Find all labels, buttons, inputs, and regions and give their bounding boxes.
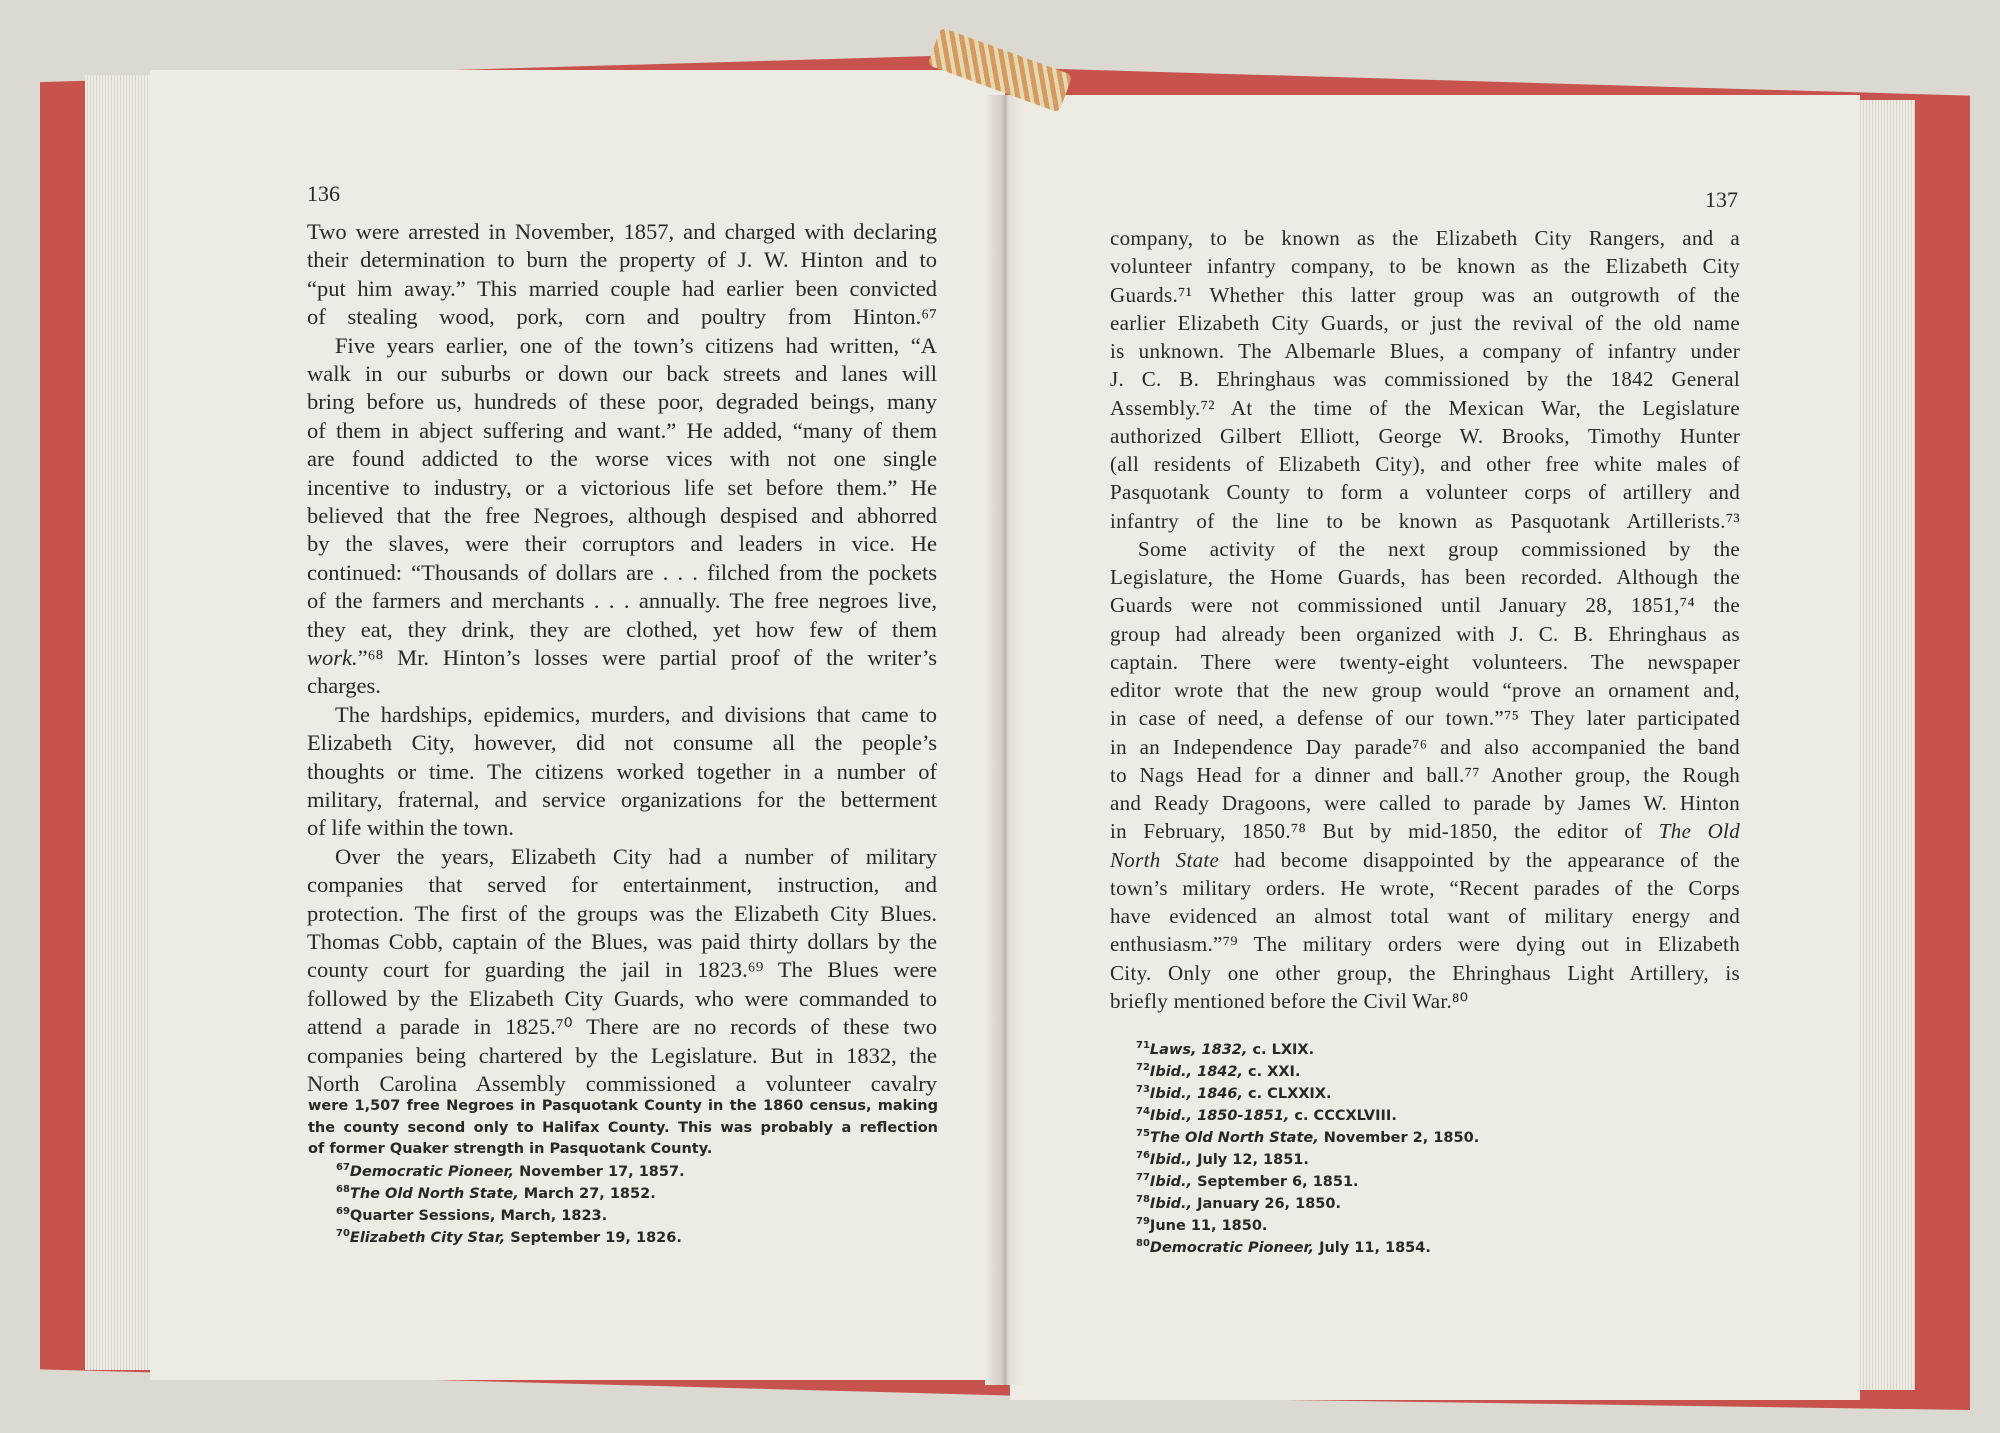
footnote-detail: September 19, 1826. bbox=[505, 1229, 682, 1246]
text-line: the county second only to Halifax County. This was probably a reflection bbox=[308, 1119, 938, 1136]
text-line: to Nags Head for a dinner and ball.⁷⁷ Another group, the Rough bbox=[1110, 762, 1740, 787]
footnote-source: Ibid., bbox=[1149, 1195, 1193, 1212]
footnote-number: 77 bbox=[1136, 1172, 1150, 1183]
text-line: are found addicted to the worse vices with not one single bbox=[307, 446, 937, 472]
text-line: attend a parade in 1825.⁷⁰ There are no records of these two bbox=[307, 1014, 937, 1040]
text-line: of them in abject suffering and want.” He added, “many of them bbox=[307, 417, 937, 443]
footnote-detail: July 12, 1851. bbox=[1192, 1151, 1309, 1168]
text-line: thoughts or time. The citizens worked together in a number of bbox=[307, 758, 937, 784]
text-line: walk in our suburbs or down our back streets and lanes will bbox=[307, 361, 937, 386]
text-line: Pasquotank County to form a volunteer corps of artillery and bbox=[1110, 480, 1740, 505]
text-line: of life within the town. bbox=[307, 815, 514, 841]
footnote bbox=[1136, 1234, 1431, 1258]
text-line: “put him away.” This married couple had earlier been convicted bbox=[307, 275, 937, 301]
footnote-detail: Quarter Sessions, March, 1823. bbox=[349, 1207, 608, 1224]
text-line: is unknown. The Albemarle Blues, a company of infantry under bbox=[1110, 339, 1740, 363]
text-line bbox=[1110, 846, 1740, 874]
text-line: by the slaves, were their corruptors and leaders in vice. He bbox=[307, 531, 937, 557]
text-line: infantry of the line to be known as Pasquotank Artillerists.⁷³ bbox=[1110, 508, 1740, 533]
text-line: town’s military orders. He wrote, “Recent parades of the Corps bbox=[1110, 875, 1740, 900]
text-line: they eat, they drink, they are clothed, yet how few of them bbox=[307, 616, 937, 642]
footnote-source: Ibid., 1842, bbox=[1149, 1063, 1243, 1080]
footnote-source: Democratic Pioneer, bbox=[1149, 1239, 1315, 1256]
footnote-number: 72 bbox=[1136, 1062, 1150, 1073]
text-line: of the farmers and merchants . . . annually. The free negroes live, bbox=[307, 588, 937, 614]
footnote-number: 67 bbox=[336, 1162, 350, 1173]
right-page-edges bbox=[1855, 100, 1915, 1390]
footnote-source: Elizabeth City Star, bbox=[349, 1229, 506, 1246]
footnote-source: Democratic Pioneer, bbox=[349, 1163, 515, 1180]
footnote-detail: June 11, 1850. bbox=[1149, 1217, 1268, 1234]
footnote bbox=[336, 1180, 656, 1204]
footnote-number: 71 bbox=[1136, 1040, 1150, 1051]
italic-run: North State bbox=[1110, 847, 1220, 872]
text-line: military, fraternal, and service organizations for the betterment bbox=[307, 787, 937, 812]
text-line: Some activity of the next group commissioned by the bbox=[1138, 536, 1740, 561]
text-line: continued: “Thousands of dollars are . . . filched from the pockets bbox=[307, 559, 937, 585]
text-line: of stealing wood, pork, corn and poultry from Hinton.⁶⁷ bbox=[307, 304, 937, 330]
text-line: charges. bbox=[307, 673, 381, 699]
text-line: in case of need, a defense of our town.”⁷⁵ They later participated bbox=[1110, 706, 1740, 731]
text-line: of former Quaker strength in Pasquotank County. bbox=[308, 1141, 713, 1157]
page-number-right: 137 bbox=[1705, 187, 1738, 212]
text-line: incentive to industry, or a victorious life set before them.” He bbox=[307, 474, 937, 500]
footnote-number: 69 bbox=[336, 1206, 350, 1217]
italic-run: work. bbox=[307, 645, 358, 670]
footnote-detail: c. LXIX. bbox=[1247, 1041, 1315, 1058]
text-line: (all residents of Elizabeth City), and other free white males of bbox=[1110, 452, 1740, 476]
footnote-detail: January 26, 1850. bbox=[1192, 1195, 1341, 1212]
text-line: authorized Gilbert Elliott, George W. Brooks, Timothy Hunter bbox=[1110, 423, 1740, 448]
text-line: protection. The first of the groups was the Elizabeth City Blues. bbox=[307, 900, 937, 926]
text-line: Over the years, Elizabeth City had a number of military bbox=[335, 843, 937, 869]
footnote-detail: c. CCCXLVIII. bbox=[1289, 1107, 1397, 1124]
footnote-detail: c. XXI. bbox=[1242, 1063, 1301, 1080]
left-page-edges bbox=[85, 75, 155, 1370]
text-line: county court for guarding the jail in 1823.⁶⁹ The Blues were bbox=[307, 957, 937, 983]
footnote bbox=[1136, 1168, 1359, 1192]
footnote bbox=[1136, 1124, 1479, 1148]
text-line: bring before us, hundreds of these poor, degraded beings, many bbox=[307, 389, 937, 415]
text-line: in an Independence Day parade⁷⁶ and also accompanied the band bbox=[1110, 734, 1740, 759]
footnote-number: 79 bbox=[1136, 1216, 1150, 1227]
text-line: briefly mentioned before the Civil War.⁸⁰ bbox=[1110, 988, 1469, 1013]
text-line: J. C. B. Ehringhaus was commissioned by the 1842 General bbox=[1110, 367, 1740, 392]
footnote-detail: July 11, 1854. bbox=[1314, 1239, 1431, 1256]
footnote-number: 76 bbox=[1136, 1150, 1150, 1161]
page-number-left: 136 bbox=[307, 181, 340, 206]
footnote-detail: November 2, 1850. bbox=[1318, 1129, 1480, 1146]
footnote bbox=[336, 1224, 682, 1248]
text-run: in February, 1850.⁷⁸ But by mid-1850, the editor of bbox=[1110, 819, 1659, 844]
text-line: Guards were not commissioned until January 28, 1851,⁷⁴ the bbox=[1110, 593, 1740, 618]
footnote-source: Ibid., 1850-1851, bbox=[1149, 1107, 1290, 1124]
footnote-number: 73 bbox=[1136, 1084, 1150, 1095]
footnote-detail: November 17, 1857. bbox=[514, 1163, 685, 1180]
text-line: and Ready Dragoons, were called to parade by James W. Hinton bbox=[1110, 791, 1740, 815]
footnote-source: Ibid., bbox=[1149, 1151, 1193, 1168]
italic-run: The Old bbox=[1658, 819, 1740, 844]
footnote bbox=[336, 1158, 685, 1182]
text-line: Assembly.⁷² At the time of the Mexican War, the Legislature bbox=[1110, 395, 1740, 420]
text-line: companies that served for entertainment, instruction, and bbox=[307, 872, 937, 898]
footnote bbox=[1136, 1080, 1332, 1104]
footnote-number: 70 bbox=[336, 1228, 350, 1239]
text-line: Five years earlier, one of the town’s citizens had written, “A bbox=[335, 332, 937, 358]
book-gutter bbox=[985, 95, 1025, 1385]
text-line: Two were arrested in November, 1857, and charged with declaring bbox=[307, 219, 937, 244]
footnote bbox=[1136, 1212, 1267, 1236]
text-line: believed that the free Negroes, although despised and abhorred bbox=[307, 503, 937, 528]
footnote-source: Ibid., 1846, bbox=[1149, 1085, 1243, 1102]
footnote-detail: September 6, 1851. bbox=[1192, 1173, 1359, 1190]
footnote bbox=[336, 1202, 607, 1226]
text-line: The hardships, epidemics, murders, and divisions that came to bbox=[335, 701, 937, 727]
footnote-number: 75 bbox=[1136, 1128, 1150, 1139]
footnote-source: The Old North State, bbox=[1149, 1129, 1319, 1146]
text-line: North Carolina Assembly commissioned a volunteer cavalry bbox=[307, 1071, 937, 1096]
text-line: followed by the Elizabeth City Guards, who were commanded to bbox=[307, 985, 937, 1011]
text-line: Guards.⁷¹ Whether this latter group was an outgrowth of the bbox=[1110, 282, 1740, 307]
footnote-number: 80 bbox=[1136, 1238, 1150, 1249]
text-line: editor wrote that the new group would “prove an ornament and, bbox=[1110, 678, 1740, 702]
footnote-source: Laws, 1832, bbox=[1149, 1041, 1248, 1058]
text-run: had become disappointed by the appearance of the bbox=[1219, 847, 1741, 872]
footnote bbox=[1136, 1036, 1314, 1060]
text-line: captain. There were twenty-eight volunteers. The newspaper bbox=[1110, 649, 1740, 674]
text-line: earlier Elizabeth City Guards, or just the revival of the old name bbox=[1110, 310, 1740, 335]
footnote-detail: March 27, 1852. bbox=[518, 1185, 656, 1202]
text-line: Legislature, the Home Guards, has been recorded. Although the bbox=[1110, 565, 1740, 589]
footnote bbox=[1136, 1146, 1309, 1170]
footnote-number: 78 bbox=[1136, 1194, 1150, 1205]
text-line bbox=[307, 644, 937, 672]
text-line: Elizabeth City, however, did not consume all the people’s bbox=[307, 730, 937, 756]
footnote-source: The Old North State, bbox=[349, 1185, 519, 1202]
text-line: City. Only one other group, the Ehringhaus Light Artillery, is bbox=[1110, 960, 1740, 985]
footnote-number: 74 bbox=[1136, 1106, 1150, 1117]
text-line bbox=[1110, 817, 1740, 845]
text-line: company, to be known as the Elizabeth City Rangers, and a bbox=[1110, 226, 1740, 250]
text-line: Thomas Cobb, captain of the Blues, was paid thirty dollars by the bbox=[307, 929, 937, 954]
text-line: their determination to burn the property of J. W. Hinton and to bbox=[307, 247, 937, 273]
footnote-number: 68 bbox=[336, 1184, 350, 1195]
footnote bbox=[1136, 1190, 1341, 1214]
text-line: volunteer infantry company, to be known as the Elizabeth City bbox=[1110, 254, 1740, 279]
text-line: were 1,507 free Negroes in Pasquotank County in the 1860 census, making bbox=[308, 1098, 938, 1114]
footnote-source: Ibid., bbox=[1149, 1173, 1193, 1190]
footnote-detail: c. CLXXIX. bbox=[1242, 1085, 1332, 1102]
text-line: enthusiasm.”⁷⁹ The military orders were dying out in Elizabeth bbox=[1110, 932, 1740, 957]
text-line: have evidenced an almost total want of military energy and bbox=[1110, 904, 1740, 928]
text-run: ”⁶⁸ Mr. Hinton’s losses were partial proof of the writer’s bbox=[357, 645, 937, 670]
text-line: companies being chartered by the Legislature. But in 1832, the bbox=[307, 1042, 937, 1068]
footnote bbox=[1136, 1058, 1300, 1082]
text-line: group had already been organized with J. C. B. Ehringhaus as bbox=[1110, 621, 1740, 646]
footnote bbox=[1136, 1102, 1397, 1126]
